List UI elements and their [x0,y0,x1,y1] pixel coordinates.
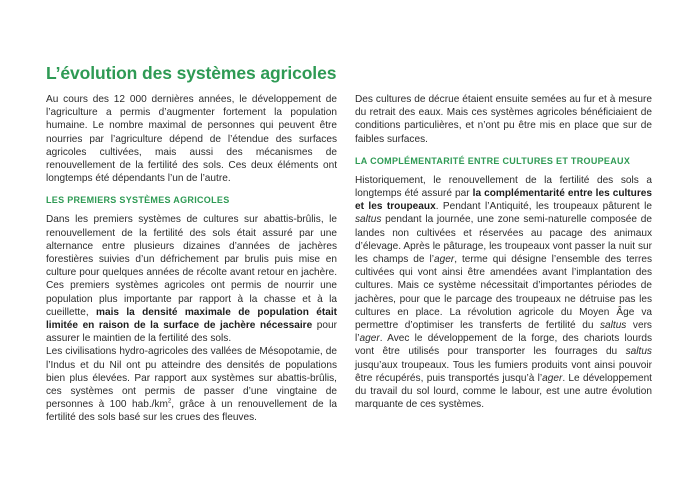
text-span: jusqu’aux troupeaux. Tous les fumiers produits vont ainsi pouvoir être récupérés, puis transportés jusqu’à l’ [355,359,652,384]
page-title: L’évolution des systèmes agricoles [46,63,337,83]
text-span: vers l’ [355,320,652,345]
text-span: . Le développement du travail du sol lourd, comme le labour, est une autre évolution marquante de ces systèmes. [355,372,652,411]
text-span: Les civilisations hydro-agricoles des vallées de Mésopotamie, de l’Indus et du Nil ont pu atteindre des densités de populations bien plus élevées. Par rapport aux systèmes sur abattis-brûlis, ces systèmes ont permis de passer d’une vingtaine de personnes à 100 hab./km [46,346,337,411]
italic-term-saltus: saltus [625,346,652,358]
text-span: . Pendant l’Antiquité, les troupeaux pâturent le [435,201,652,213]
bold-text: la complémentarité entre les cultures et les troupeaux [355,188,652,213]
text-span: pendant la journée, une zone semi-naturelle composée de landes non cultivées et réservées au pacage des animaux d’élevage. Après le pâturage, les troupeaux vont passer la nuit sur les champs de l’ [355,214,652,266]
paragraph-hydro-agricoles [46,345,337,424]
text-span: Historiquement, le renouvellement de la fertilité des sols a longtemps été assuré par [355,174,652,200]
paragraph-abattis-brulis [46,213,337,345]
left-column [46,93,337,425]
section-heading-premiers-systemes: LES PREMIERS SYSTÈMES AGRICOLES [46,195,230,206]
intro-paragraph: Au cours des 12 000 dernières années, le développement de l’agriculture a permis d’augmenter fortement la population humaine. Le nombre maximal de personnes qui peuvent être nourries par l’agriculture dépend de l’étendue des surfaces agricoles cultivées, mais aussi des mécanismes de renouvellement de la fertilité des sols. Ces deux éléments ont longtemps été dépendants l’un de l’autre. [46,94,337,185]
text-span: Dans les premiers systèmes de cultures sur abattis-brûlis, le renouvellement de la fertilité des sols était assuré par une alternance entre plusieurs dizaines d’années de jachères forestières suivies d’un défrichement par brulis puis mise en culture pour quelques années de récolte avant retour en jachère. Ces premiers systèmes agricoles ont permis de nourrir une population plus importante par rapport à la chasse et à la cueillette, [46,214,337,318]
text-span: , terme qui désigne l’ensemble des terres cultivées qui vont ainsi être amendées avant l’implantation des cultures. Mais ce système nécessitait d’importantes périodes de jachères, pour que le parcage des troupeaux ne détruise pas les cultures en place. La révolution agricole du Moyen Âge va permettre d’optimiser les transferts de fertilité du [355,254,652,332]
italic-term-saltus: saltus [355,214,382,226]
italic-term-ager: ager [359,333,380,345]
paragraph-decrue: Des cultures de décrue étaient ensuite semées au fur et à mesure du retrait des eaux. Mais ces systèmes agricoles bénéficiaient de conditions particulières, et n’ont pu être mis en place que sur de faibles surfaces. [355,94,652,145]
italic-term-ager: ager [433,254,455,266]
italic-term-ager: ager [542,372,563,384]
text-span: , grâce à un renouvellement de la fertilité des sols basé sur les crues des fleuves. [46,399,337,424]
right-column [355,93,652,411]
section-heading-complementarite: LA COMPLÉMENTARITÉ ENTRE CULTURES ET TROUPEAUX [355,155,631,166]
superscript: 2 [167,398,172,405]
italic-term-saltus: saltus [599,320,627,332]
paragraph-complementarite [355,174,652,412]
text-span: . Avec le développement de la forge, des chariots lourds vont être utilisés pour transporter les fourrages du [355,333,652,358]
bold-text: mais la densité maximale de population était limitée en raison de la surface de jachère nécessaire [46,306,337,332]
text-span: pour assurer le maintien de la fertilité des sols. [46,320,337,345]
